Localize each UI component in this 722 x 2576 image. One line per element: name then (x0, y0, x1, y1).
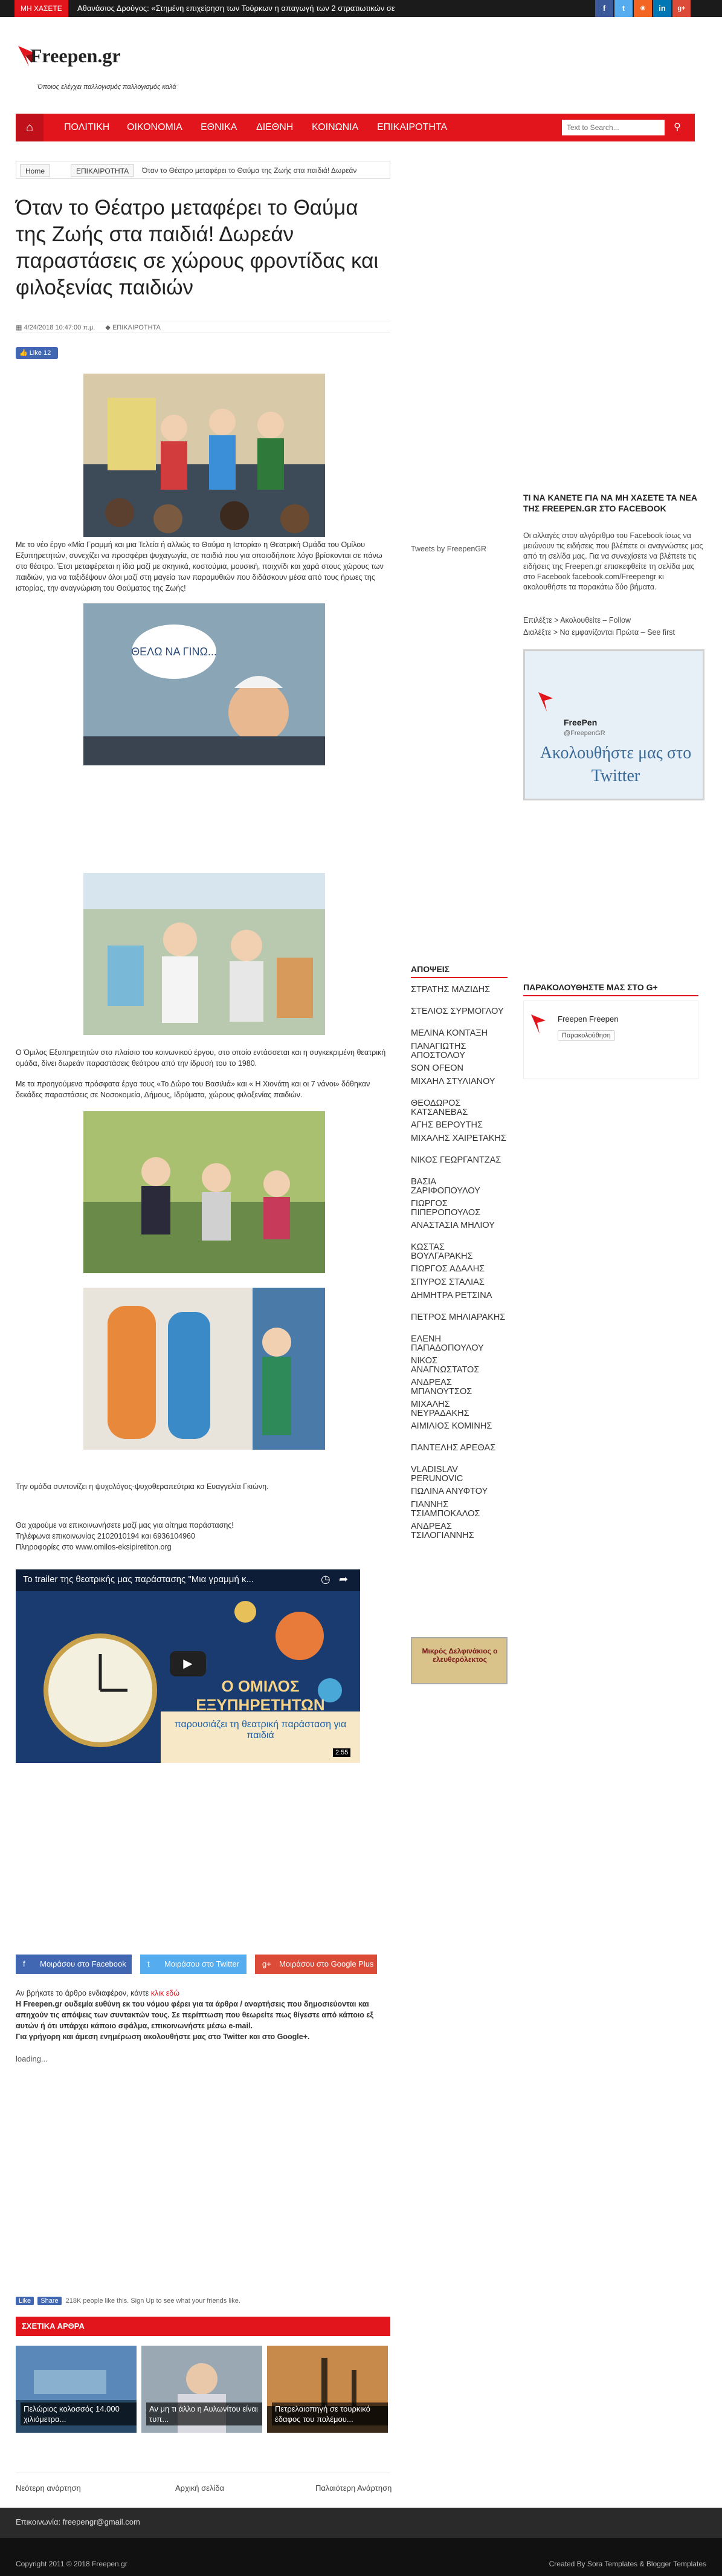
twitter-card-logo-icon (537, 691, 559, 713)
gplus-heading: ΠΑΡΑΚΟΛΟΥΘΗΣΤΕ ΜΑΣ ΣΤΟ G+ (523, 982, 698, 996)
fb-share-button[interactable]: Share (37, 2297, 61, 2305)
newer-post-link[interactable]: Νεότερη ανάρτηση (16, 2484, 81, 2493)
photo-4-art (83, 1111, 325, 1273)
like-label: Like 12 (29, 349, 51, 357)
author-link[interactable]: ΓΙΩΡΓΟΣ ΠΙΠΕΡΟΠΟΥΛΟΣ (411, 1199, 481, 1218)
gplus-card-logo-icon (530, 1013, 552, 1035)
related-card-3[interactable] (267, 2346, 388, 2433)
author-link[interactable]: ΠΑΝΤΕΛΗΣ ΑΡΕΘΑΣ (411, 1443, 496, 1453)
share-facebook-button[interactable] (16, 1955, 132, 1974)
author-link[interactable]: ΓΙΑΝΝΗΣ ΤΣΙΑΜΠΟΚΑΛΟΣ (411, 1500, 480, 1519)
nav-item-koinonia[interactable]: ΚΟΙΝΩΝΙΑ (312, 122, 359, 132)
article-paragraph-7[interactable]: Πληροφορίες στο www.omilos-eksipiretiton.org (16, 1543, 172, 1551)
author-link[interactable]: ΜΙΧΑΗΛ ΣΤΥΛΙΑΝΟΥ (411, 1077, 495, 1086)
article-photo-2 (83, 603, 325, 765)
older-post-link[interactable]: Παλαιότερη Ανάρτηση (315, 2484, 392, 2493)
sidebar-ad-text: Μικρός Δελφινάκιος ο ελευθερόλεκτος (422, 1647, 498, 1664)
share-google-button[interactable] (255, 1955, 377, 1974)
author-link[interactable]: ΠΕΤΡΟΣ ΜΗΛΙΑΡΑΚΗΣ (411, 1312, 506, 1322)
post-date[interactable]: 4/24/2018 10:47:00 π.μ. (24, 324, 95, 331)
facebook-icon: f (23, 1959, 25, 1968)
sidebar-ad[interactable] (411, 1637, 508, 1684)
related-title-3: Πετρελαιοπηγή σε τουρκικό έδαφος του πολέμου... (272, 2402, 388, 2425)
video-subtitle: παρουσιάζει τη θεατρική παράσταση για παιδιά (174, 1719, 347, 1741)
fb-text: Οι αλλαγές στον αλγόριθμο του Facebook ίσως να μειώνουν τις ειδήσεις που βλέπετε οι αναγνώστες μας από τη σελίδα μας. Για να συνεχίσετε να βλέπετε τις ειδήσεις της Freepen.gr επισκεφθείτε τη σελίδα μας στο Facebook facebook.com/Freepengr κι ακολουθήστε τα παρακάτω δύο βήματα. (523, 531, 703, 591)
related-title-1: Πελώριος κολοσσός 14.000 χιλιόμετρα... (21, 2402, 137, 2425)
author-link[interactable]: ΠΑΝΑΓΙΩΤΗΣ ΑΠΟΣΤΟΛΟΥ (411, 1042, 466, 1060)
author-link[interactable]: ΠΩΛΙΝΑ ΑΝΥΦΤΟΥ (411, 1487, 488, 1496)
author-link[interactable]: ΕΛΕΝΗ ΠΑΠΑΔΟΠΟΥΛΟΥ (411, 1334, 484, 1353)
article-photo-1 (83, 374, 325, 537)
article-paragraph-6: Τηλέφωνα επικοινωνίας 2102010194 και 6936104960 (16, 1532, 195, 1540)
nav-item-oikonomia[interactable]: ΟΙΚΟΝΟΜΙΑ (127, 122, 182, 132)
nav-item-diethni[interactable]: ΔΙΕΘΝΗ (256, 122, 294, 132)
video-org: Ο ΟΜΙΛΟΣ ΕΞΥΠΗΡΕΤΗΤΩΝ (196, 1677, 325, 1714)
author-link[interactable]: ΘΕΟΔΩΡΟΣ ΚΑΤΣΑΝΕΒΑΣ (411, 1098, 468, 1117)
linkedin-icon[interactable]: in (653, 0, 671, 17)
author-link[interactable]: ΝΙΚΟΣ ΑΝΑΓΝΩΣΤΑΤΟΣ (411, 1356, 480, 1375)
twitter-icon[interactable]: t (614, 0, 633, 17)
author-link[interactable]: ΣΤΡΑΤΗΣ ΜΑΖΙΔΗΣ (411, 985, 491, 994)
rss-icon[interactable]: ◉ (634, 0, 652, 17)
site-logo[interactable] (17, 41, 210, 102)
author-link[interactable]: ΜΙΧΑΛΗΣ ΝΕΥΡΑΔΑΚΗΣ (411, 1400, 469, 1418)
author-link[interactable]: ΑΝΔΡΕΑΣ ΜΠΑΝΟΥΤΣΟΣ (411, 1378, 472, 1397)
article-paragraph-4: Την ομάδα συντονίζει η ψυχολόγος-ψυχοθεραπεύτρια κα Ευαγγελία Γκιώνη. (16, 1482, 269, 1491)
share-twitter-button[interactable] (140, 1955, 247, 1974)
share-facebook-label: Μοιράσου στο Facebook (40, 1959, 126, 1968)
search-icon[interactable]: ⚲ (674, 122, 681, 132)
top-bar (0, 0, 722, 17)
author-link[interactable]: ΔΗΜΗΤΡΑ ΡΕΤΣΙΝΑ (411, 1291, 492, 1300)
author-link[interactable]: ΑΙΜΙΛΙΟΣ ΚΟΜΙΝΗΣ (411, 1421, 492, 1431)
tweets-label[interactable]: Tweets by FreepenGR (411, 545, 487, 553)
facebook-like-button[interactable] (16, 347, 58, 359)
fb-step-1: Επιλέξτε > Ακολουθείτε – Follow (523, 616, 631, 625)
article-photo-3 (83, 873, 325, 1035)
author-link[interactable]: SON OFEON (411, 1063, 464, 1073)
article-paragraph-1: Με το νέο έργο «Μία Γραμμή και μια Τελεία ή αλλιώς το Θαύμα η Ιστορία» η Θεατρική Ομάδα του Ομίλου Εξυπηρετητών, συνεχίζει να προσφέρει ψυχαγωγία, σε παιδιά που για οποιοδήποτε λόγο βρίσκονται σε πάνω στο θέατρο. Έτσι μεταφέρεται η ίδια μαζί με σκηνικά, κοστούμια, μουσική, παιχνίδι και χαρά στους χώρους των παιδιών, για να ταξιδέψουν όλοι μαζί στη μαγεία των παραμυθιών που διδάσκουν μέσα από τους ήρωες της ιστορίας, την αναγνώριση του Θαύματος της Ζωής! (16, 540, 384, 592)
facebook-icon[interactable]: f (595, 0, 613, 17)
author-link[interactable]: ΝΙΚΟΣ ΓΕΩΡΓΑΝΤΖΑΣ (411, 1155, 501, 1165)
nav-item-politiki[interactable]: ΠΟΛΙΤΙΚΗ (64, 122, 110, 132)
footer-contact-bar (0, 2508, 722, 2538)
author-link[interactable]: ΣΤΕΛΙΟΣ ΣΥΡΜΟΓΛΟΥ (411, 1007, 504, 1016)
fb-heading: ΤΙ ΝΑ ΚΑΝΕΤΕ ΓΙΑ ΝΑ ΜΗ ΧΑΣΕΤΕ ΤΑ ΝΕΑ ΤΗΣ FREEPEN.GR ΣΤΟ FACEBOOK (523, 493, 698, 513)
photo-3-art (83, 873, 325, 1035)
article-paragraph-5: Θα χαρούμε να επικοινωνήσετε μαζί μας για αίτημα παράστασης! (16, 1521, 234, 1530)
post-category[interactable]: ΕΠΙΚΑΙΡΟΤΗΤΑ (112, 324, 161, 331)
gplus-follow-card (523, 1001, 698, 1079)
notice-prefix: Αν βρήκατε το άρθρο ενδιαφέρον, κάντε (16, 1989, 149, 1997)
video-duration: 2:55 (333, 1748, 350, 1757)
google-plus-icon[interactable]: g+ (672, 0, 691, 17)
main-nav (16, 114, 695, 141)
author-link[interactable]: ΜΙΧΑΛΗΣ ΧΑΙΡΕΤΑΚΗΣ (411, 1134, 506, 1143)
gplus-card-name: Freepen Freepen (558, 1014, 619, 1024)
photo-2-caption: ΘΕΛΩ ΝΑ ΓΙΝΩ... (131, 646, 217, 658)
post-meta (16, 322, 390, 333)
disclaimer (16, 1988, 390, 2042)
author-link[interactable]: VLADISLAV PERUNOVIC (411, 1465, 463, 1484)
loading-text: loading... (16, 2054, 48, 2063)
breaking-label: ΜΗ ΧΑΣΕΤΕ (15, 0, 68, 17)
twitter-card-cta: Ακολουθήστε μας στο Twitter (540, 744, 692, 785)
twitter-card-name: FreePen (564, 718, 598, 727)
google-plus-icon: g+ (262, 1959, 271, 1968)
photo-2-art (83, 603, 325, 765)
author-link[interactable]: ΚΩΣΤΑΣ ΒΟΥΛΓΑΡΑΚΗΣ (411, 1242, 473, 1261)
fb-step-2: Διαλέξτε > Να εμφανίζονται Πρώτα – See first (523, 628, 675, 637)
tag-icon: ◆ (105, 324, 112, 331)
share-icon[interactable]: ➦ (339, 1573, 349, 1585)
home-link[interactable]: Αρχική σελίδα (175, 2484, 225, 2493)
footer-credits[interactable]: Created By Sora Templates & Blogger Templates (549, 2560, 706, 2568)
article-photo-5 (83, 1288, 325, 1450)
fb-like-button[interactable]: Like (16, 2297, 34, 2305)
facebook-like-bar (16, 2295, 390, 2307)
calendar-icon: ▦ (16, 324, 24, 331)
photo-5-art (83, 1288, 325, 1450)
related-card-2[interactable] (141, 2346, 262, 2433)
author-link[interactable]: ΒΑΣΙΑ ΖΑΡΙΦΟΠΟΥΛΟΥ (411, 1177, 480, 1196)
related-title-2: Αν μη τι άλλο η Αυλωνίτου είναι τυπ... (146, 2402, 262, 2425)
photo-1-art (83, 374, 325, 537)
breadcrumb-current: Όταν το Θέατρο μεταφέρει το Θαύμα της Ζωής στα παιδιά! Δωρεάν (142, 166, 357, 175)
nav-item-epikairotita[interactable]: ΕΠΙΚΑΙΡΟΤΗΤΑ (377, 122, 448, 132)
play-icon[interactable]: ▶ (170, 1651, 206, 1676)
opinions-heading: ΑΠΟΨΕΙΣ (411, 964, 508, 978)
share-google-label: Μοιράσου στο Google Plus (279, 1959, 374, 1968)
watch-later-icon[interactable]: ◷ (321, 1573, 330, 1585)
footer-bottom-bar (0, 2538, 722, 2576)
author-link[interactable]: ΑΝΑΣΤΑΣΙΑ ΜΗΛΙΟΥ (411, 1221, 495, 1230)
notice-disclaimer: Η Freepen.gr ουδεμία ευθύνη εκ του νόμου φέρει για τα άρθρα / αναρτήσεις που δημοσιεύονται και απηχούν τις απόψεις των συντακτών τους. Σε περίπτωση που θεωρείτε πως θίγεστε από κάποιο εξ αυτών ή ότι υπάρχει κάποιο σφάλμα, επικοινωνήστε μέσω e-mail. (16, 2000, 373, 2030)
search-input[interactable] (562, 120, 665, 135)
article-paragraph-3: Με τα προηγούμενα πρόσφατα έργα τους «Το Δώρο του Βασιλιά» και « Η Χιονάτη και οι 7 νάνοι» δόθηκαν δεκάδες παραστάσεις σε Νοσοκομεία, Δήμους, Ιδρύματα, χώρους φιλοξενίας παιδιών. (16, 1080, 370, 1099)
logo-tagline: Όποιος ελέγχει παλλογισμός παλλογισμός καλά (37, 83, 176, 91)
twitter-icon: t (147, 1959, 150, 1968)
page-title: Όταν το Θέατρο μεταφέρει το Θαύμα της Ζωής στα παιδιά! Δωρεάν παραστάσεις σε χώρους φροντίδας και φιλοξενίας παιδιών (16, 196, 379, 299)
thumbs-up-icon: 👍 (19, 349, 30, 357)
logo-text: Freepen.gr (30, 45, 121, 67)
related-heading: ΣΧΕΤΙΚΑ ΑΡΘΡΑ (16, 2317, 390, 2336)
notice-follow: Για γρήγορη και άμεση ενημέρωση ακολουθήστε μας στο Twitter και στο Google+. (16, 2033, 310, 2041)
breaking-headline[interactable]: Αθανάσιος Δρούγος: «Στημένη επιχείρηση των Τούρκων η απαγωγή των 2 στρατιωτικών σε (77, 4, 395, 13)
article-paragraph-2: Ο Όμιλος Εξυπηρετητών στο πλαίσιο του κοινωνικού έργου, στο οποίο εντάσσεται και η συγκεκριμένη θεατρική ομάδα, δίνει δωρεάν παραστάσεις θεάτρου από την ίδρυσή του το 1980. (16, 1048, 386, 1068)
video-title[interactable]: Το trailer της θεατρικής μας παράστασης "Μια γραμμή κ... (23, 1574, 254, 1585)
related-card-1[interactable] (16, 2346, 137, 2433)
footer-copyright: Copyright 2011 © 2018 Freepen.gr (16, 2560, 127, 2568)
gplus-follow-button[interactable]: Παρακολούθηση (558, 1030, 615, 1041)
fb-like-text: 218K people like this. Sign Up to see what your friends like. (65, 2297, 240, 2305)
breadcrumb-category[interactable]: ΕΠΙΚΑΙΡΟΤΗΤΑ (71, 164, 134, 177)
footer-contact[interactable]: Επικοινωνία: freepengr@gmail.com (16, 2517, 140, 2526)
author-link[interactable]: ΜΕΛΙΝΑ ΚΟΝΤΑΞΗ (411, 1028, 488, 1038)
twitter-card-handle: @FreepenGR (564, 730, 605, 737)
author-link[interactable]: ΣΠΥΡΟΣ ΣΤΑΛΙΑΣ (411, 1277, 485, 1287)
breadcrumb (16, 161, 390, 179)
home-icon[interactable]: ⌂ (16, 114, 44, 141)
author-link[interactable]: ΑΓΗΣ ΒΕΡΟΥΤΗΣ (411, 1120, 483, 1130)
article-photo-4 (83, 1111, 325, 1273)
video-player[interactable] (16, 1569, 360, 1763)
author-link[interactable]: ΑΝΔΡΕΑΣ ΤΣΙΛΟΓΙΑΝΝΗΣ (411, 1522, 474, 1540)
click-here-link[interactable]: κλικ εδώ (150, 1989, 179, 1997)
twitter-follow-card[interactable] (523, 649, 704, 800)
breadcrumb-home[interactable]: Home (20, 164, 50, 177)
share-twitter-label: Μοιράσου στο Twitter (164, 1959, 239, 1968)
nav-item-ethnika[interactable]: ΕΘΝΙΚΑ (201, 122, 237, 132)
author-link[interactable]: ΓΙΩΡΓΟΣ ΑΔΑΛΗΣ (411, 1264, 485, 1274)
